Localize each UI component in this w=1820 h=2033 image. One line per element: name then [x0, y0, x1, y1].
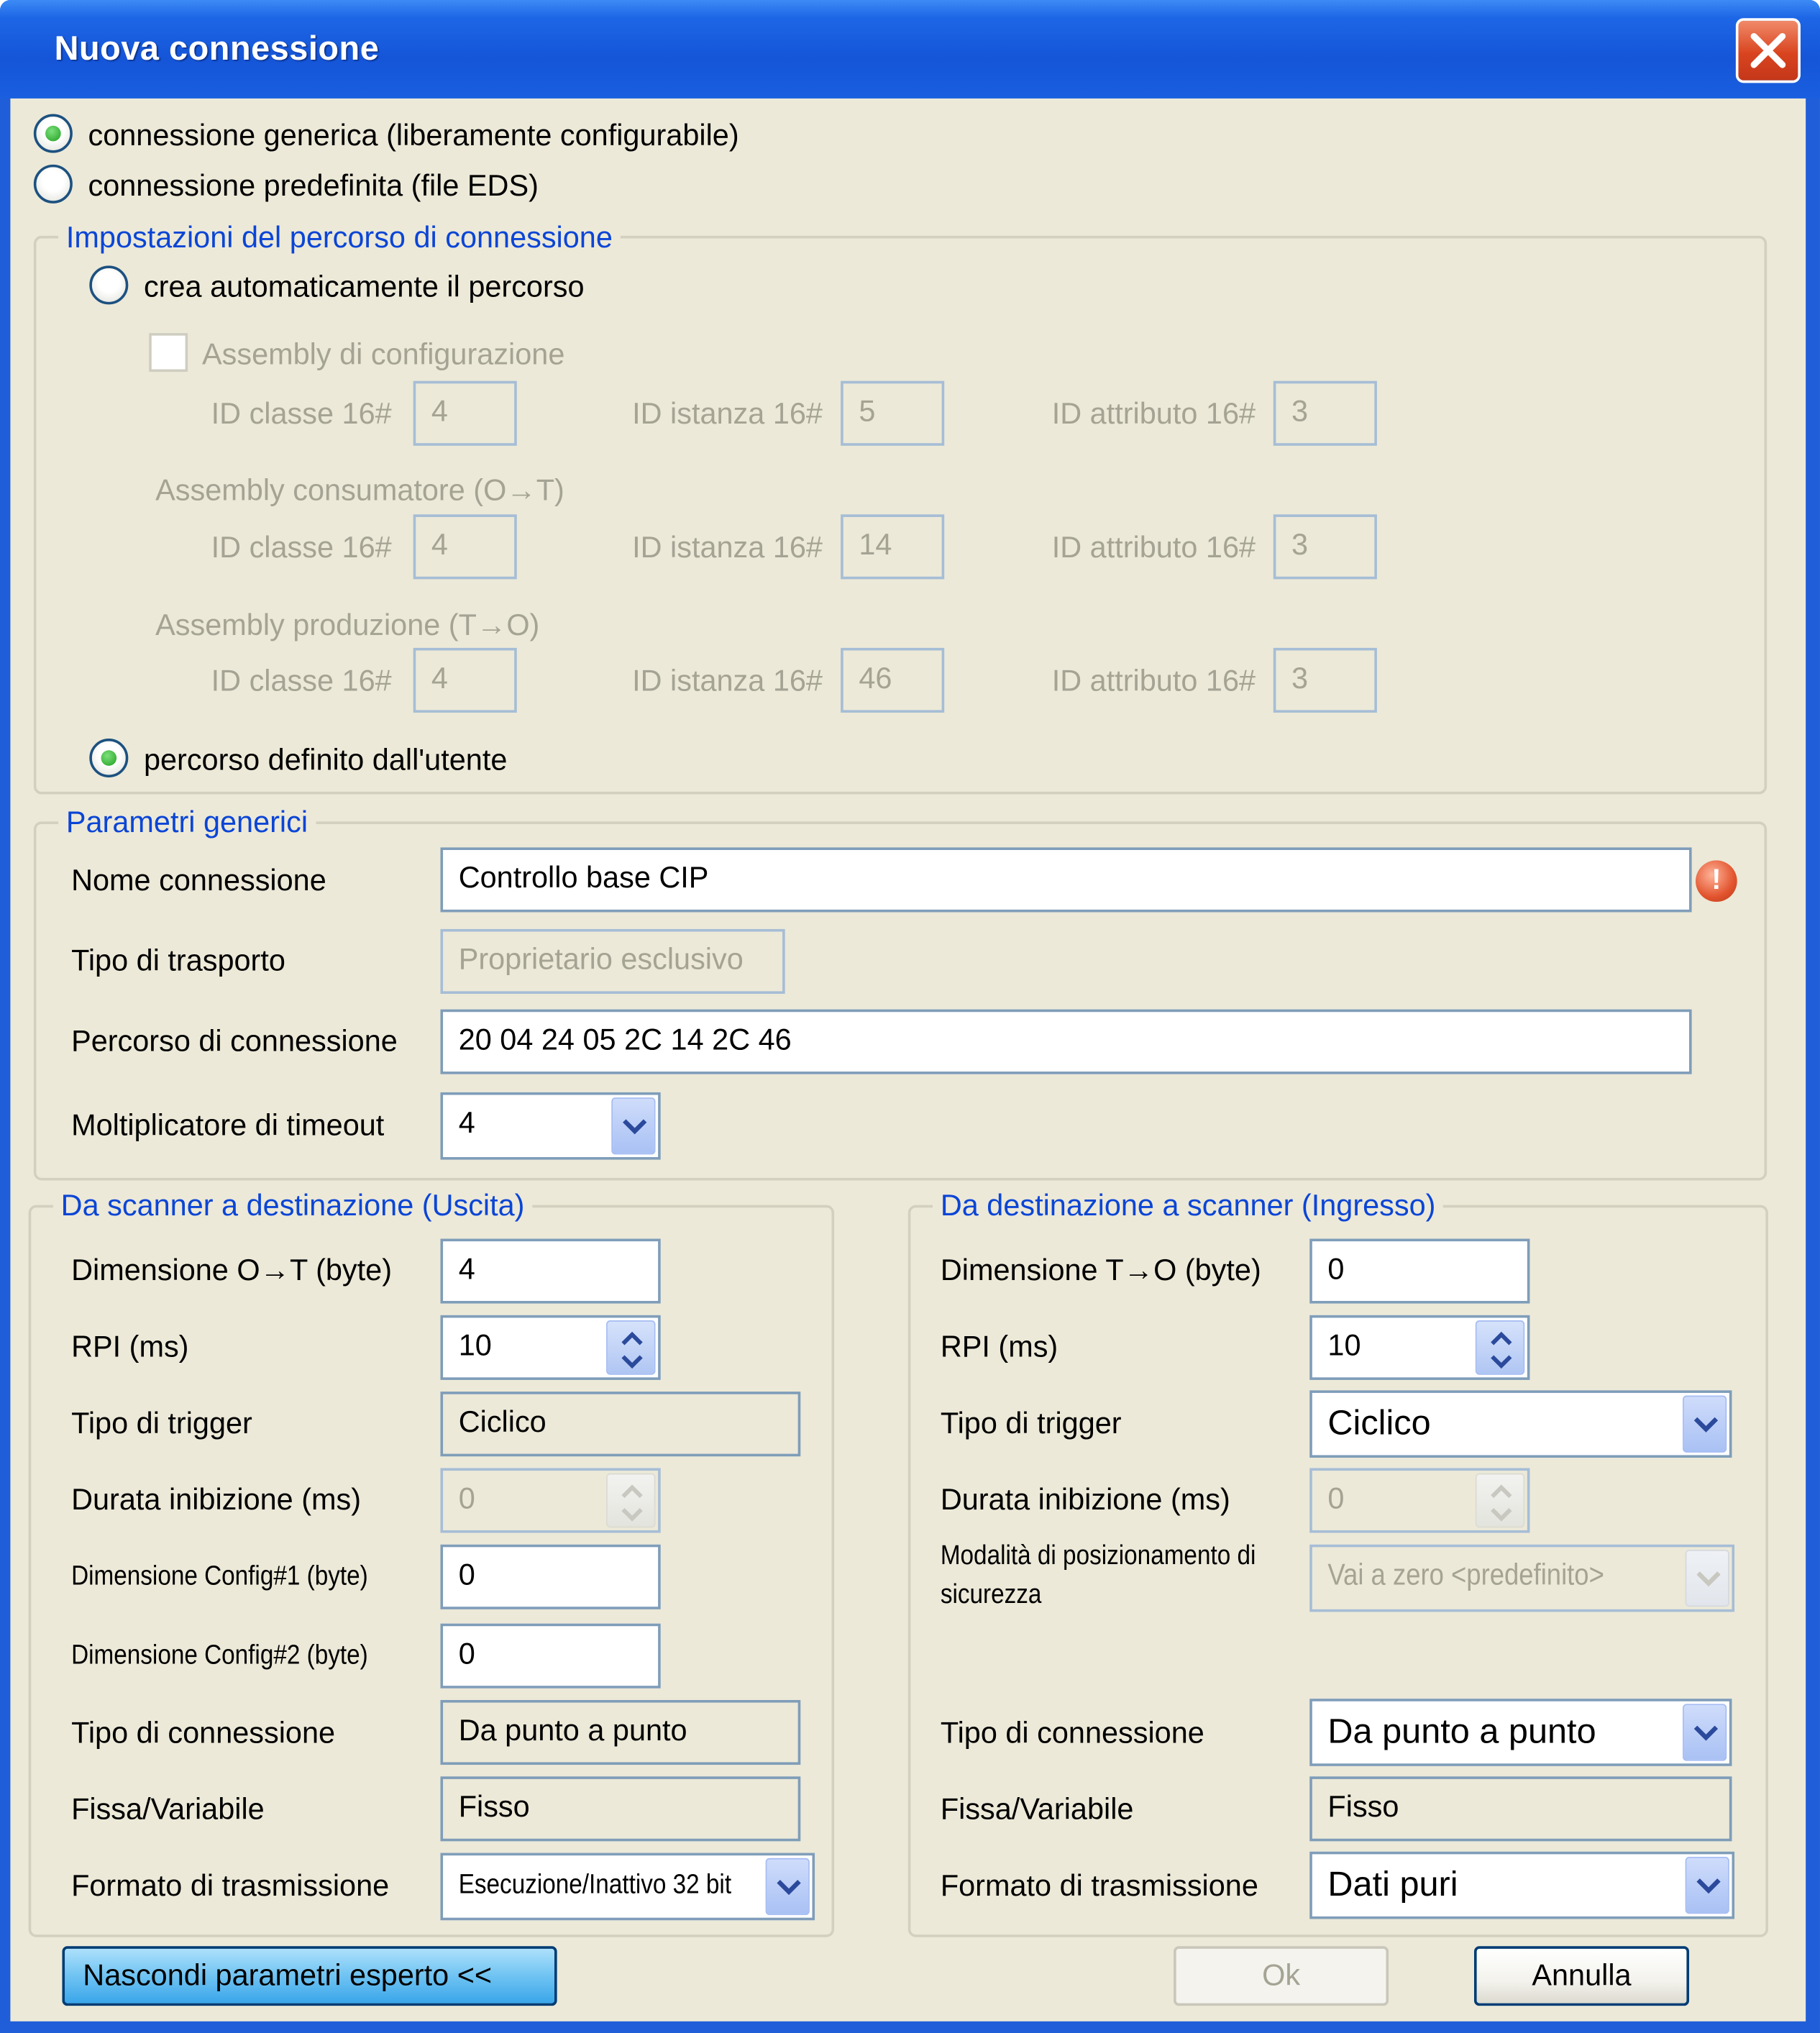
chevron-down-icon [1692, 1721, 1721, 1744]
window-title: Nuova connessione [54, 28, 380, 68]
config-attribute-input[interactable]: 3 [1273, 381, 1377, 446]
input-group-legend: Da destinazione a scanner (Ingresso) [933, 1187, 1443, 1223]
producer-class-input[interactable]: 4 [413, 648, 517, 713]
input-conn-type-value: Da punto a punto [1327, 1712, 1596, 1751]
timeout-multiplier-dropdown-button[interactable] [611, 1097, 655, 1154]
output-trigger-field: Ciclico [440, 1392, 800, 1456]
input-safe-mode-label-line1: Modalità di posizionamento di [940, 1540, 1256, 1571]
ok-button[interactable]: Ok [1174, 1946, 1389, 2006]
input-trigger-label: Tipo di trigger [940, 1405, 1122, 1440]
consumer-class-label: ID classe 16# [211, 529, 392, 564]
input-fixed-field: Fisso [1309, 1776, 1732, 1841]
input-rpi-label: RPI (ms) [940, 1329, 1058, 1363]
consumer-instance-input[interactable]: 14 [841, 514, 944, 579]
output-rpi-value: 10 [458, 1328, 492, 1362]
input-fixed-label: Fissa/Variabile [940, 1791, 1134, 1826]
input-safe-mode-dropdown-button [1686, 1550, 1729, 1607]
output-size-input[interactable]: 4 [440, 1239, 660, 1304]
input-inhibit-label: Durata inibizione (ms) [940, 1482, 1230, 1517]
output-rpi-spinner[interactable] [440, 1315, 660, 1380]
close-button[interactable] [1736, 18, 1801, 83]
config-assembly-checkbox[interactable] [149, 333, 188, 372]
output-conn-type-label: Tipo di connessione [71, 1715, 336, 1750]
output-fixed-label: Fissa/Variabile [71, 1791, 265, 1826]
input-conn-type-select[interactable] [1309, 1699, 1732, 1766]
consumer-attribute-label: ID attributo 16# [1051, 529, 1256, 564]
auto-path-label: crea automaticamente il percorso [143, 269, 585, 303]
radio-generic-connection[interactable] [34, 114, 73, 153]
chevron-down-icon [774, 1875, 803, 1898]
chevron-down-icon [621, 1115, 649, 1138]
producer-assembly-label: Assembly produzione (T→O) [155, 608, 540, 641]
producer-class-label: ID classe 16# [211, 663, 392, 698]
input-inhibit-value: 0 [1327, 1481, 1345, 1515]
user-path-label: percorso definito dall'utente [143, 742, 508, 777]
connection-path-label: Percorso di connessione [71, 1023, 398, 1058]
input-safe-mode-select [1309, 1545, 1734, 1612]
title-bar [0, 0, 1820, 99]
output-config1-input[interactable]: 0 [440, 1545, 660, 1609]
output-config2-input[interactable]: 0 [440, 1624, 660, 1689]
hide-expert-params-button[interactable]: Nascondi parametri esperto << [62, 1946, 557, 2006]
input-rpi-value: 10 [1327, 1328, 1361, 1362]
producer-attribute-input[interactable]: 3 [1273, 648, 1377, 713]
output-group-legend: Da scanner a destinazione (Uscita) [53, 1187, 532, 1223]
output-rpi-spin-buttons[interactable] [606, 1320, 655, 1375]
transport-type-label: Tipo di trasporto [71, 943, 285, 977]
output-rpi-label: RPI (ms) [71, 1329, 189, 1363]
timeout-multiplier-label: Moltiplicatore di timeout [71, 1107, 385, 1142]
output-format-dropdown-button[interactable] [766, 1858, 810, 1915]
output-format-label: Formato di trasmissione [71, 1868, 390, 1903]
spinner-arrows-icon [1489, 1480, 1514, 1527]
output-config2-label: Dimensione Config#2 (byte) [71, 1640, 368, 1671]
output-size-label: Dimensione O→T (byte) [71, 1253, 393, 1287]
config-class-label: ID classe 16# [211, 396, 392, 431]
consumer-instance-label: ID istanza 16# [632, 529, 823, 564]
chevron-down-icon [1694, 1566, 1723, 1589]
consumer-assembly-label: Assembly consumatore (O→T) [155, 472, 564, 507]
spinner-arrows-icon [619, 1327, 645, 1374]
spinner-arrows-icon [619, 1480, 645, 1527]
generic-connection-label: connessione generica (liberamente configurabile) [88, 117, 739, 152]
dialog-body [10, 99, 1806, 2021]
input-trigger-select[interactable] [1309, 1390, 1732, 1458]
connection-path-input[interactable]: 20 04 24 05 2C 14 2C 46 [440, 1010, 1691, 1074]
radio-selected-dot [45, 126, 61, 142]
input-format-value: Dati puri [1327, 1864, 1458, 1904]
input-format-dropdown-button[interactable] [1686, 1857, 1729, 1914]
output-format-value: Esecuzione/Inattivo 32 bit [458, 1869, 732, 1900]
spinner-arrows-icon [1489, 1327, 1514, 1374]
output-inhibit-label: Durata inibizione (ms) [71, 1482, 362, 1517]
input-conn-type-dropdown-button[interactable] [1683, 1704, 1727, 1760]
producer-instance-label: ID istanza 16# [632, 663, 823, 698]
config-instance-label: ID istanza 16# [632, 396, 823, 431]
input-conn-type-label: Tipo di connessione [940, 1715, 1204, 1750]
input-safe-mode-label-line2: sicurezza [940, 1579, 1042, 1609]
radio-predefined-connection[interactable] [34, 165, 73, 204]
generic-params-legend: Parametri generici [58, 803, 316, 839]
config-class-input[interactable]: 4 [413, 381, 517, 446]
output-format-select[interactable] [440, 1853, 815, 1921]
transport-type-field: Proprietario esclusivo [440, 929, 785, 994]
output-inhibit-value: 0 [458, 1481, 475, 1515]
chevron-down-icon [1692, 1412, 1721, 1435]
config-attribute-label: ID attributo 16# [1051, 396, 1256, 431]
output-inhibit-spin-buttons [606, 1474, 655, 1528]
input-size-input[interactable]: 0 [1309, 1239, 1529, 1304]
input-rpi-spinner[interactable] [1309, 1315, 1529, 1380]
connection-name-label: Nome connessione [71, 862, 326, 897]
output-fixed-field: Fisso [440, 1776, 800, 1841]
output-inhibit-spinner [440, 1468, 660, 1532]
predefined-connection-label: connessione predefinita (file EDS) [88, 168, 539, 203]
input-size-label: Dimensione T→O (byte) [940, 1253, 1261, 1287]
close-icon [1749, 31, 1788, 70]
radio-selected-dot [101, 750, 117, 766]
input-trigger-value: Ciclico [1327, 1403, 1431, 1443]
timeout-multiplier-value: 4 [458, 1105, 475, 1139]
input-format-select[interactable] [1309, 1852, 1734, 1919]
input-trigger-dropdown-button[interactable] [1683, 1396, 1727, 1453]
output-conn-type-field: Da punto a punto [440, 1700, 800, 1765]
cancel-button[interactable]: Annulla [1474, 1946, 1689, 2006]
path-settings-legend: Impostazioni del percorso di connessione [58, 219, 621, 255]
warning-icon-glyph: ! [1711, 862, 1721, 896]
connection-name-input[interactable]: Controllo base CIP [440, 847, 1691, 912]
consumer-attribute-input[interactable]: 3 [1273, 514, 1377, 579]
input-inhibit-spin-buttons [1476, 1474, 1524, 1528]
radio-user-path[interactable] [89, 739, 128, 777]
config-assembly-label: Assembly di configurazione [202, 337, 565, 371]
input-safe-mode-value: Vai a zero <predefinito> [1327, 1557, 1604, 1591]
warning-icon [1696, 860, 1737, 902]
input-inhibit-spinner [1309, 1468, 1529, 1532]
chevron-down-icon [1694, 1873, 1723, 1896]
radio-auto-path[interactable] [89, 265, 128, 304]
config-instance-input[interactable]: 5 [841, 381, 944, 446]
output-config1-label: Dimensione Config#1 (byte) [71, 1561, 368, 1591]
input-rpi-spin-buttons[interactable] [1476, 1320, 1524, 1375]
output-trigger-label: Tipo di trigger [71, 1405, 252, 1440]
producer-instance-input[interactable]: 46 [841, 648, 944, 713]
consumer-class-input[interactable]: 4 [413, 514, 517, 579]
timeout-multiplier-select[interactable] [440, 1092, 660, 1160]
input-format-label: Formato di trasmissione [940, 1868, 1258, 1903]
producer-attribute-label: ID attributo 16# [1051, 663, 1256, 698]
